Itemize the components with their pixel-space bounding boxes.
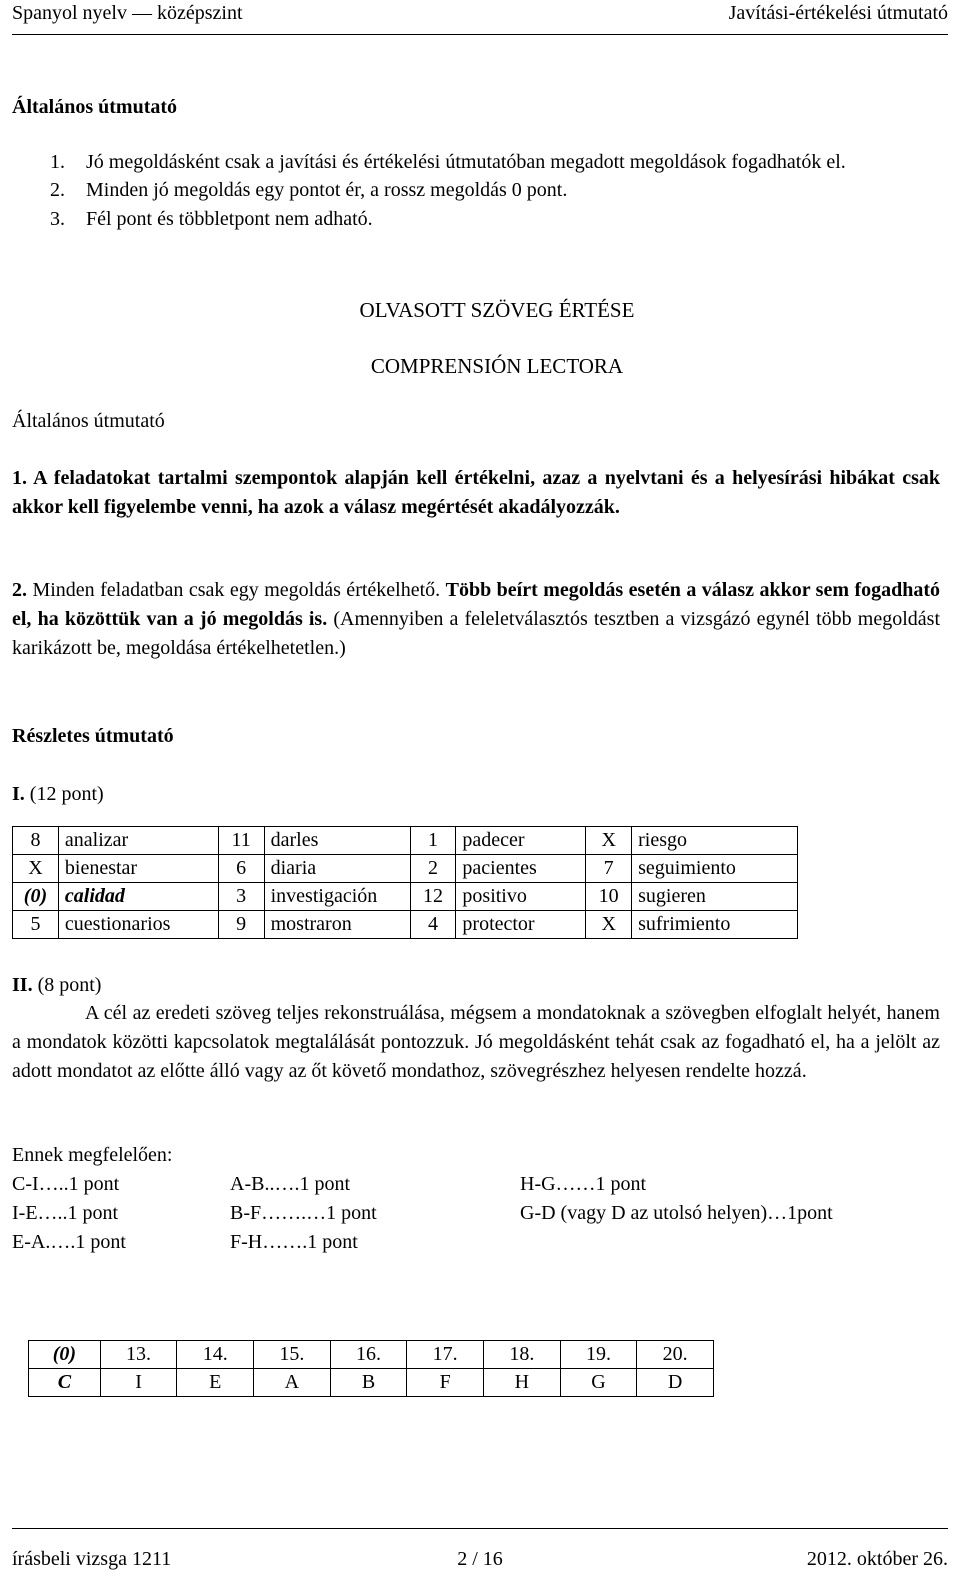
section-title-hu: OLVASOTT SZÖVEG ÉRTÉSE [359,298,635,322]
rule-2-text-c: (Amennyiben a feleletválasztós tesztben a vizsgázó egynél több megoldást karikázott be, megoldása értékelhetetlen.) [12,608,940,659]
section-title-es: COMPRENSIÓN LECTORA [370,354,624,378]
task-2-answer-letter: A [254,1369,331,1397]
task-2-answer-letter: C [29,1369,101,1397]
detailed-guide-title: Részletes útmutató [12,725,174,747]
general-item-2 [50,176,850,205]
task-2-answer-letter: E [177,1369,254,1397]
task-1-word: padecer [456,827,586,855]
rule-1-text: A feladatokat tartalmi szempontok alapján kell értékelni, azaz a nyelvtani és a helyesírási hibákat csak akkor kell figyelembe venni, ha azok a válasz megértését akadályozzák. [12,467,940,518]
task-1-word: mostraron [264,911,410,939]
task-2-question-number: 18. [484,1341,561,1369]
footer-exam-code: írásbeli vizsga 1211 [12,1548,172,1570]
task-1-word: cuestionarios [58,911,218,939]
task-1-paragraph-number: X [586,911,632,939]
task-2-question-number: 16. [330,1341,407,1369]
general-guide-list [50,148,850,234]
task-2-answer-letter: I [100,1369,177,1397]
task-2-answer-letter: H [484,1369,561,1397]
task-1-row [13,855,798,883]
score-item: H-G……1 pont [520,1173,647,1195]
task-2-accordingly: Ennek megfelelően: [12,1144,173,1166]
item-number: 2. [50,179,65,201]
rule-1-number: 1. [12,467,27,489]
task-1-paragraph-number: X [13,855,59,883]
task-2-question-number: 17. [407,1341,484,1369]
item-text: Jó megoldásként csak a javítási és értékelési útmutatóban megadott megoldások fogadhatók el. [86,151,846,173]
score-column-2 [230,1170,377,1257]
item-text: Fél pont és többletpont nem adható. [86,208,373,230]
task-1-paragraph-number: 2 [410,855,456,883]
task-2-question-number: (0) [29,1341,101,1369]
task-1-word: protector [456,911,586,939]
task-2-answer-letter: G [560,1369,637,1397]
task-2-label: II. [12,974,33,996]
task-2-heading [12,971,101,1000]
rule-2-text-a: Minden feladatban csak egy megoldás értékelhető. [32,579,441,601]
task-2-question-number: 19. [560,1341,637,1369]
task-1-paragraph-number: 12 [410,883,456,911]
item-text: Minden jó megoldás egy pontot ér, a rossz megoldás 0 pont. [86,179,568,201]
task-1-row [13,911,798,939]
header-subject: Spanyol nyelv — középszint [12,2,243,24]
rule-2-text-b: Több beírt megoldás esetén a válasz akkor sem fogadható el, ha közöttük van a jó megoldás is. [12,579,941,630]
task-1-word: calidad [58,883,218,911]
rule-2-number: 2. [12,579,27,601]
task-1-answer-table [12,826,798,939]
score-item: F-H…….1 pont [230,1231,358,1253]
task-2-question-number: 15. [254,1341,331,1369]
task-1-paragraph-number: 6 [218,855,264,883]
score-item: E-A.….1 pont [12,1231,126,1253]
task-1-word: bienestar [58,855,218,883]
task-1-heading [12,780,104,809]
score-item: B-F…….…1 pont [230,1202,377,1224]
task-1-paragraph-number: 3 [218,883,264,911]
task-1-label: I. [12,783,25,805]
rule-1 [12,464,940,522]
section-general-title: Általános útmutató [12,410,165,432]
task-1-word: diaria [264,855,410,883]
footer-page-number: 2 / 16 [457,1548,503,1570]
task-2-answer-letter: F [407,1369,484,1397]
task-1-word: riesgo [632,827,798,855]
task-1-word: positivo [456,883,586,911]
task-2-question-number: 20. [637,1341,714,1369]
score-item: A-B..….1 pont [230,1173,350,1195]
task-1-row [13,883,798,911]
task-1-paragraph-number: X [586,827,632,855]
task-1-paragraph-number: 1 [410,827,456,855]
task-2-question-row [29,1341,714,1369]
score-column-3 [520,1170,833,1228]
task-1-paragraph-number: 10 [586,883,632,911]
task-1-word: analizar [58,827,218,855]
task-2-question-number: 14. [177,1341,254,1369]
score-item: G-D (vagy D az utolsó helyen)…1pont [520,1202,833,1224]
task-1-paragraph-number: 8 [13,827,59,855]
task-1-paragraph-number: 9 [218,911,264,939]
footer-date: 2012. október 26. [806,1548,948,1570]
task-1-points: (12 pont) [29,783,104,805]
task-1-paragraph-number: (0) [13,883,59,911]
score-item: C-I…..1 pont [12,1173,120,1195]
task-2-answer-letter: B [330,1369,407,1397]
task-1-word: sufrimiento [632,911,798,939]
task-1-word: investigación [264,883,410,911]
item-number: 3. [50,208,65,230]
task-2-intro: A cél az eredeti szöveg teljes rekonstruálása, mégsem a mondatoknak a szövegben elfoglalt helyét, hanem a mondatok közötti kapcsolatok megtalálását pontozzuk. Jó megoldásként tehát csak az fogadható el, ha a jelölt az adott mondatot az előtte álló vagy az őt követő mondathoz, szövegrészhez helyesen rendelte hozzá. [12,1002,940,1082]
page-header [12,0,948,35]
item-number: 1. [50,151,65,173]
rule-2 [12,576,940,663]
task-1-word: darles [264,827,410,855]
task-1-word: sugieren [632,883,798,911]
task-1-word: pacientes [456,855,586,883]
task-1-paragraph-number: 4 [410,911,456,939]
task-1-row [13,827,798,855]
general-guide-title: Általános útmutató [12,96,178,118]
header-doc-type: Javítási-értékelési útmutató [728,2,948,24]
score-column-1 [12,1170,126,1257]
task-1-word: seguimiento [632,855,798,883]
task-2-question-number: 13. [100,1341,177,1369]
task-2-scores [12,1170,940,1260]
task-2-answer-letter: D [637,1369,714,1397]
task-1-paragraph-number: 5 [13,911,59,939]
task-2-answer-row [29,1369,714,1397]
task-1-paragraph-number: 7 [586,855,632,883]
task-1-paragraph-number: 11 [218,827,264,855]
task-2-answer-table [28,1340,714,1397]
score-item: I-E…..1 pont [12,1202,119,1224]
general-item-1 [50,148,850,177]
page-footer [12,1528,948,1570]
task-2-points: (8 pont) [37,974,102,996]
general-item-3 [50,205,850,234]
